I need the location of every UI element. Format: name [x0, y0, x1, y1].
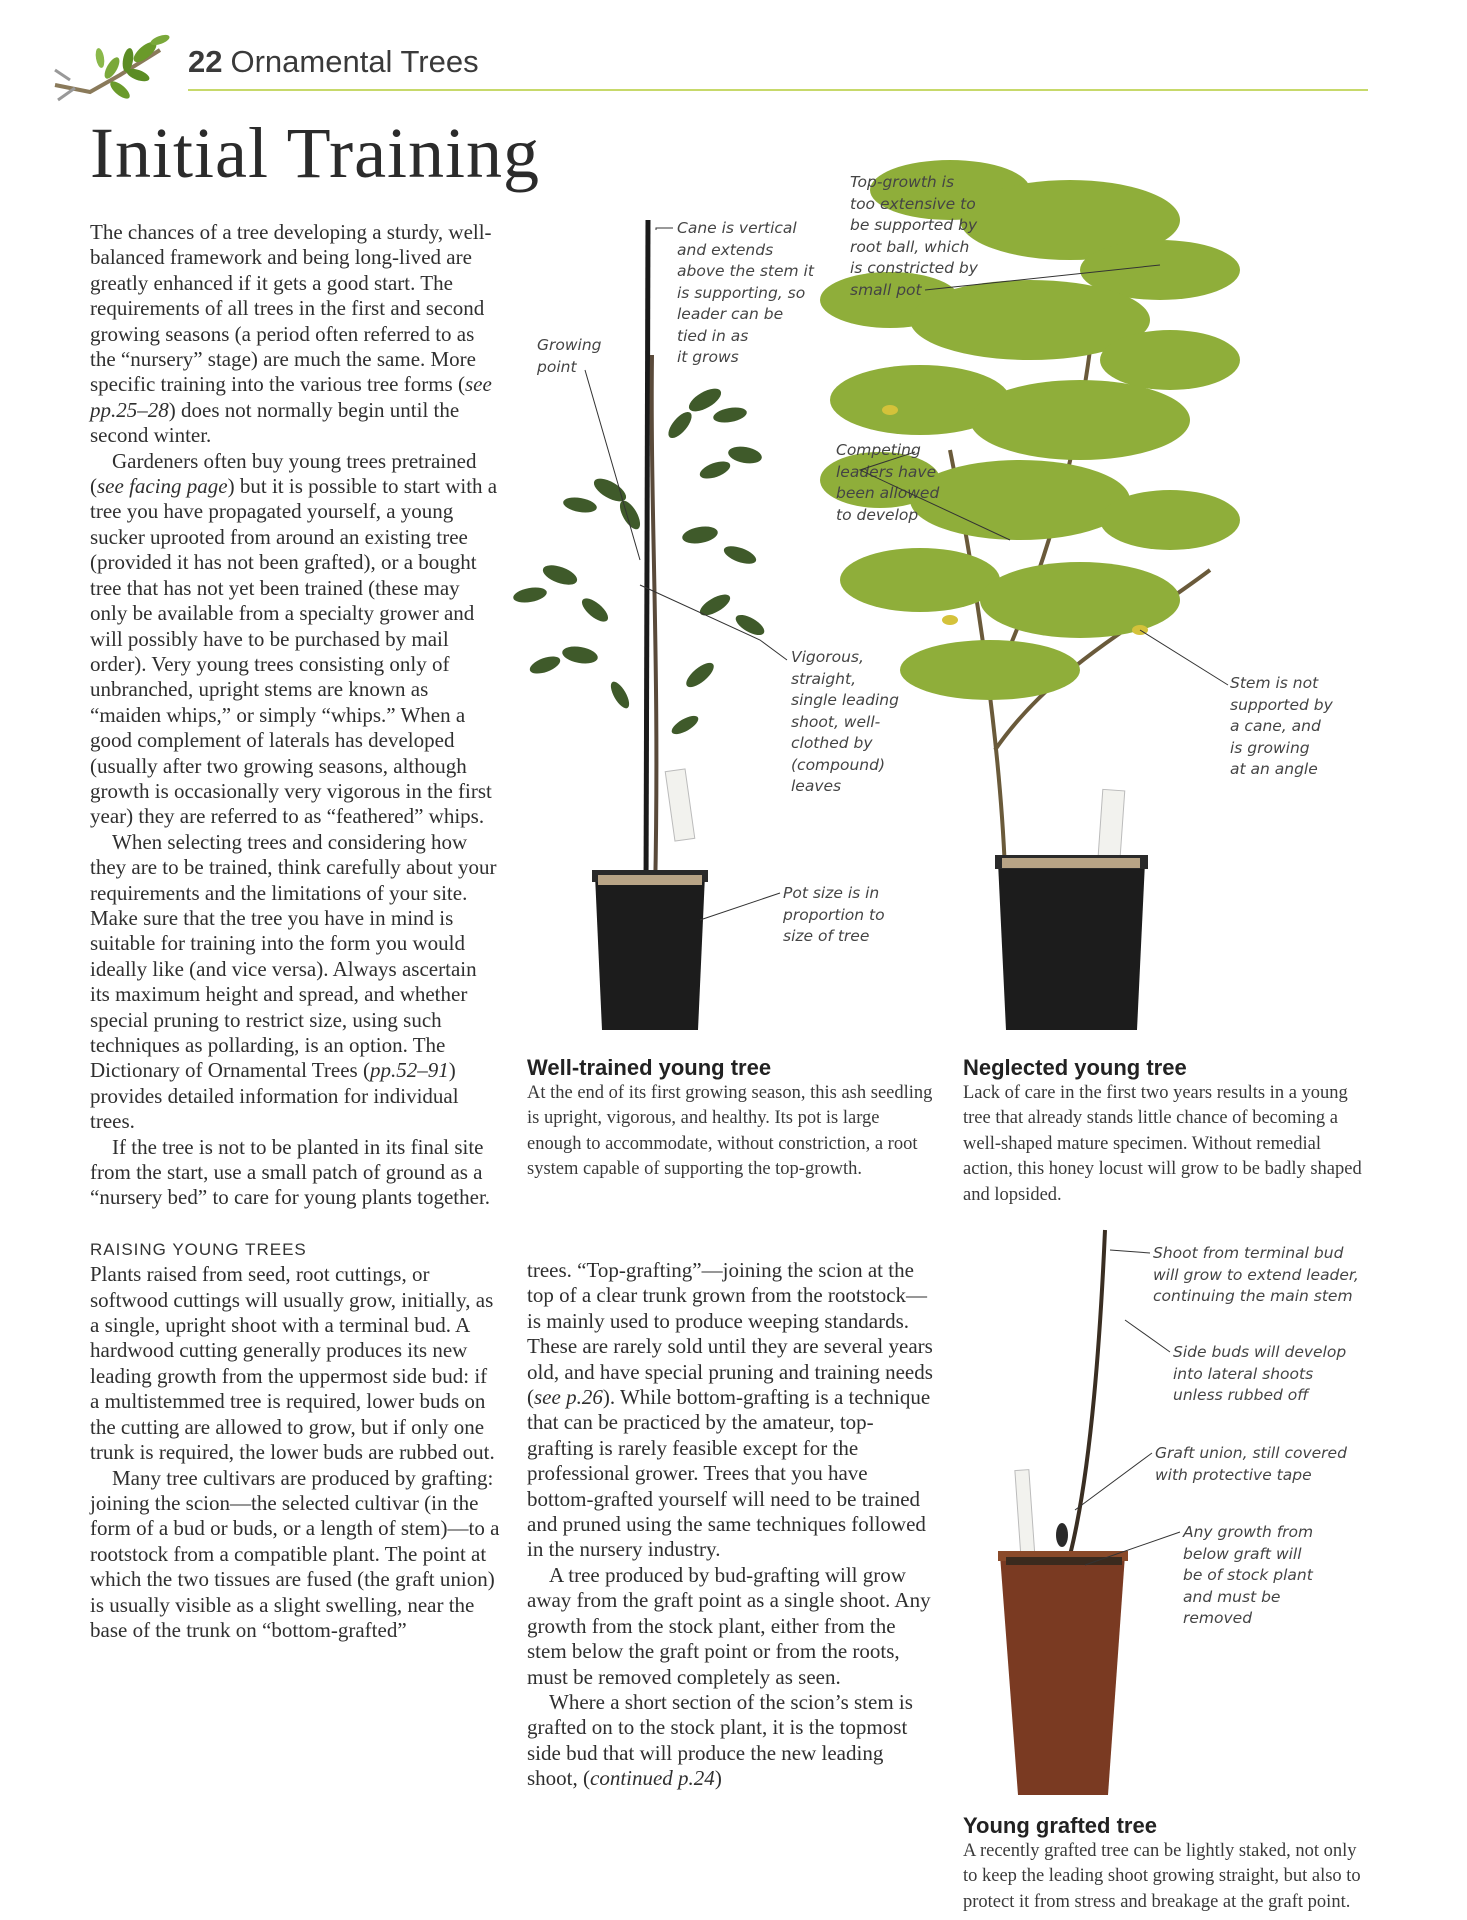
- caption-well-trained: [527, 1055, 937, 1183]
- annotation-growing-point: Growing point: [537, 336, 602, 376]
- caption-neglected: [963, 1055, 1373, 1208]
- annotation-pot-size: Pot size is in proportion to size of tree: [783, 884, 885, 945]
- paragraph: Where a short section of the scion’s stem is grafted on to the stock plant, it is the topmost side bud that will produce the new leading shoot, (continued p.24): [527, 1689, 913, 1791]
- caption-text: Lack of care in the first two years results in a young tree that already stands little chance of becoming a well-shaped mature specimen. Without remedial action, this honey locust will grow to be badly shaped and lopsided.: [963, 1083, 1362, 1205]
- section-name: Ornamental Trees: [230, 44, 479, 79]
- annotation-vigorous: Vigorous, straight, single leading shoot, well- clothed by (compound) leaves: [791, 648, 899, 795]
- caption-title: Well-trained young tree: [527, 1055, 772, 1080]
- annotation-stem-not-supported: Stem is not supported by a cane, and is growing at an angle: [1230, 674, 1333, 778]
- paragraph: Gardeners often buy young trees pretrained (see facing page) but it is possible to start with a tree you have propagated yourself, a young sucker uprooted from around an existing tree (provided it has not been grafted), or a bought tree that has not yet been trained (these may only be available from a specialty grower and will possibly have to be purchased by mail order). Very young trees consisting only of unbranched, upright stems are known as “maiden whips,” or simply “whips.” When a good complement of laterals has developed (usually after two growing seasons, although growth is occasionally very vigorous in the first year) they are referred to as “feathered” whips.: [90, 448, 498, 829]
- page-number: 22: [188, 44, 223, 79]
- caption-grafted: [963, 1813, 1373, 1915]
- paragraph: A tree produced by bud-grafting will grow away from the graft point as a single shoot. Any growth from the stock plant, either from the stem below the graft point or from the roots, must be removed completely as seen.: [527, 1562, 931, 1689]
- annotation-any-growth: Any growth from below graft will be of stock plant and must be removed: [1183, 1523, 1314, 1627]
- section-subhead: RAISING YOUNG TREES: [90, 1239, 307, 1259]
- annotation-shoot-terminal: Shoot from terminal bud will grow to extend leader, continuing the main stem: [1153, 1244, 1359, 1305]
- annotation-top-growth: Top-growth is too extensive to be supported by root ball, which is constricted by small pot: [850, 173, 978, 299]
- caption-text: A recently grafted tree can be lightly staked, not only to keep the leading shoot growing straight, but also to protect it from stress and breakage at the graft point.: [963, 1841, 1361, 1912]
- page-title: Initial Training: [90, 113, 541, 193]
- annotation-competing: Competing leaders have been allowed to develop: [836, 441, 940, 524]
- paragraph: When selecting trees and considering how they are to be trained, think carefully about your requirements and the limitations of your site. Make sure that the tree you have in mind is suitable for training into the form you would ideally like (and vice versa). Always ascertain its maximum height and spread, and whether special pruning to restrict size, using such techniques as pollarding, is an option. The Dictionary of Ornamental Trees (pp.52–91) provides detailed information for individual trees.: [90, 829, 497, 1134]
- caption-title: Neglected young tree: [963, 1055, 1187, 1080]
- paragraph: Plants raised from seed, root cuttings, or softwood cuttings will usually grow, initially, as a single, upright shoot with a terminal bud. A hardwood cutting generally produces its new leading growth from the uppermost side bud: if a multistemmed tree is required, lower buds on the cutting are allowed to grow, but if only one trunk is required, the lower buds are rubbed out.: [90, 1262, 495, 1465]
- paragraph: The chances of a tree developing a sturdy, well-balanced framework and being long-lived are greatly enhanced if it gets a good start. The requirements of all trees in the first and second growing seasons (a period often referred to as the “nursery” stage) are much the same. More specific training into the various tree forms (see pp.25–28) does not normally begin until the second winter.: [90, 220, 492, 448]
- annotation-cane: Cane is vertical and extends above the stem it is supporting, so leader can be tied in as it grows: [677, 219, 814, 366]
- annotation-side-buds: Side buds will develop into lateral shoots unless rubbed off: [1173, 1343, 1347, 1404]
- paragraph: trees. “Top-grafting”—joining the scion at the top of a clear trunk grown from the rootstock—is mainly used to produce weeping standards. These are rarely sold until they are several years old, and have special pruning and training needs (see p.26). While bottom-grafting is a technique that can be practiced by the amateur, top-grafting is rarely feasible except for the professional grower. Trees that you have bottom-grafted yourself will need to be trained and pruned using the same techniques followed in the nursery industry.: [527, 1258, 933, 1562]
- caption-text: At the end of its first growing season, this ash seedling is upright, vigorous, and healthy. Its pot is large enough to accommodate, without constriction, a root system capable of supporting the top-growth.: [527, 1083, 933, 1180]
- caption-title: Young grafted tree: [963, 1813, 1157, 1838]
- paragraph: If the tree is not to be planted in its final site from the start, use a small patch of ground as a “nursery bed” to care for young plants together.: [90, 1134, 491, 1210]
- paragraph: Many tree cultivars are produced by grafting: joining the scion—the selected cultivar (in the form of a bud or buds, or a length of stem)—to a rootstock from a compatible plant. The point at which the two tissues are fused (the graft union) is usually visible as a slight swelling, near the base of the trunk on “bottom-grafted”: [90, 1465, 500, 1642]
- annotation-graft-union: Graft union, still covered with protective tape: [1155, 1444, 1347, 1484]
